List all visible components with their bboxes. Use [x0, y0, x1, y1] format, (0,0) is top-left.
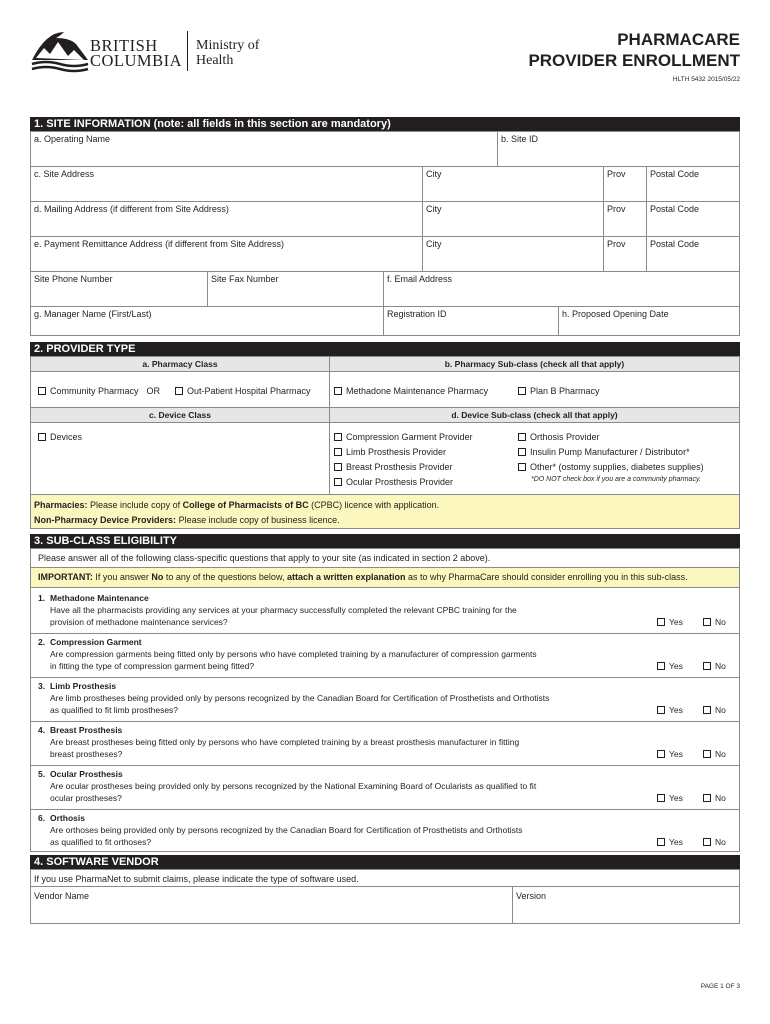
question-title: Ocular Prosthesis	[50, 769, 123, 779]
form-number: HLTH 5432 2015/05/22	[672, 76, 740, 83]
yes-label: Yes	[669, 793, 683, 803]
version-field[interactable]: Version	[516, 891, 547, 901]
important-no: No	[151, 572, 164, 582]
breast-provider-checkbox[interactable]	[334, 463, 342, 471]
ministry-line2: Health	[196, 53, 234, 68]
question-text-line1: Are ocular prostheses being provided only by persons recognized by the National Examining Board of Ocularists as qualified to fit	[50, 781, 537, 791]
yes-checkbox[interactable]	[657, 838, 665, 846]
manager-name-field[interactable]: g. Manager Name (First/Last)	[34, 309, 152, 319]
question-text-line1: Are breast prostheses being fitted only by persons who have completed training by a breast prosthesis manufacturer in fitting	[50, 737, 520, 747]
device-providers-note-text: Please include copy of business licence.	[176, 515, 340, 525]
pharmacies-note	[34, 500, 439, 510]
yes-option[interactable]	[657, 617, 683, 627]
bc-gov-logo	[30, 30, 275, 74]
important-a: If you answer	[92, 572, 152, 582]
mailing-address-field[interactable]: d. Mailing Address (if different from Site Address)	[34, 204, 229, 214]
plan-b-label: Plan B Pharmacy	[530, 386, 600, 396]
yes-checkbox[interactable]	[657, 618, 665, 626]
yes-label: Yes	[669, 661, 683, 671]
device-providers-note	[34, 515, 340, 525]
question-number: 6.	[38, 813, 46, 823]
methadone-checkbox[interactable]	[334, 387, 342, 395]
ocular-provider-checkbox[interactable]	[334, 478, 342, 486]
orthosis-provider-option[interactable]	[518, 432, 600, 442]
or-label: OR	[146, 386, 161, 396]
pharmacies-note-cpbc: College of Pharmacists of BC	[182, 500, 309, 510]
question-text-line1: Are compression garments being fitted only by persons who have completed training by a manufacturer of compression garments	[50, 649, 537, 659]
question-text-line2: breast prostheses?	[50, 749, 123, 759]
form-title-line1: PHARMACARE	[617, 30, 740, 49]
logo-divider	[187, 31, 188, 71]
pharmacies-note-bold: Pharmacies:	[34, 500, 88, 510]
community-pharmacy-option[interactable]	[38, 386, 168, 396]
compression-provider-option[interactable]	[334, 432, 473, 442]
question-text-line1: Are limb prostheses being provided only by persons recognized by the Canadian Board for Certification of Prosthetists and Orthotists	[50, 693, 550, 703]
no-option[interactable]	[703, 793, 726, 803]
question-text-line2: as qualified to fit orthoses?	[50, 837, 152, 847]
site-prov-field[interactable]: Prov	[607, 169, 626, 179]
question-title: Orthosis	[50, 813, 85, 823]
community-pharmacy-label: Community Pharmacy	[50, 386, 139, 396]
breast-provider-label: Breast Prosthesis Provider	[346, 462, 453, 472]
operating-name-field[interactable]: a. Operating Name	[34, 134, 111, 144]
plan-b-option[interactable]	[518, 386, 600, 396]
question-text-line1: Are orthoses being provided only by persons recognized by the Canadian Board for Certification of Prosthetists and Orthotists	[50, 825, 523, 835]
logo-text-columbia: COLUMBIA	[90, 51, 183, 70]
question-number: 1.	[38, 593, 46, 603]
no-option[interactable]	[703, 617, 726, 627]
no-checkbox[interactable]	[703, 750, 711, 758]
section1-header: 1. SITE INFORMATION (note: all fields in this section are mandatory)	[30, 117, 740, 131]
registration-id-field[interactable]: Registration ID	[387, 309, 447, 319]
other-checkbox[interactable]	[518, 463, 526, 471]
question-number: 5.	[38, 769, 46, 779]
no-option[interactable]	[703, 661, 726, 671]
question-divider	[30, 633, 740, 634]
no-label: No	[715, 793, 726, 803]
yes-label: Yes	[669, 705, 683, 715]
mailing-city-field[interactable]: City	[426, 204, 442, 214]
device-providers-note-bold: Non-Pharmacy Device Providers:	[34, 515, 177, 525]
pharmacy-class-head: a. Pharmacy Class	[31, 357, 329, 371]
yes-option[interactable]	[657, 837, 683, 847]
limb-provider-checkbox[interactable]	[334, 448, 342, 456]
question-divider	[30, 677, 740, 678]
other-label: Other* (ostomy supplies, diabetes supplies)	[530, 462, 704, 472]
insulin-pump-label: Insulin Pump Manufacturer / Distributor*	[530, 447, 690, 457]
vendor-name-field[interactable]: Vendor Name	[34, 891, 90, 901]
payment-prov-field[interactable]: Prov	[607, 239, 626, 249]
site-postal-field[interactable]: Postal Code	[650, 169, 700, 179]
other-option[interactable]	[518, 462, 704, 472]
yes-label: Yes	[669, 617, 683, 627]
mailing-postal-field[interactable]: Postal Code	[650, 204, 700, 214]
important-bold: IMPORTANT:	[38, 572, 93, 582]
compression-provider-label: Compression Garment Provider	[346, 432, 473, 442]
pharmacies-note-a: Please include copy of	[87, 500, 183, 510]
outpatient-pharmacy-option[interactable]	[175, 386, 311, 396]
methadone-option[interactable]	[334, 386, 488, 396]
no-label: No	[715, 617, 726, 627]
payment-postal-field[interactable]: Postal Code	[650, 239, 700, 249]
question-title: Limb Prosthesis	[50, 681, 117, 691]
yes-checkbox[interactable]	[657, 706, 665, 714]
yes-option[interactable]	[657, 749, 683, 759]
logo-text-british: BRITISH	[90, 36, 158, 55]
no-option[interactable]	[703, 837, 726, 847]
question-divider	[30, 809, 740, 810]
outpatient-pharmacy-label: Out-Patient Hospital Pharmacy	[187, 386, 311, 396]
methadone-label: Methadone Maintenance Pharmacy	[346, 386, 489, 396]
important-attach: attach a written explanation	[286, 572, 406, 582]
payment-city-field[interactable]: City	[426, 239, 442, 249]
question-divider	[30, 721, 740, 722]
question-title: Compression Garment	[50, 637, 142, 647]
no-checkbox[interactable]	[703, 794, 711, 802]
email-field[interactable]: f. Email Address	[387, 274, 453, 284]
section4-header: 4. SOFTWARE VENDOR	[30, 855, 740, 869]
no-label: No	[715, 837, 726, 847]
plan-b-checkbox[interactable]	[518, 387, 526, 395]
question-divider	[30, 765, 740, 766]
outpatient-pharmacy-checkbox[interactable]	[175, 387, 183, 395]
yes-checkbox[interactable]	[657, 750, 665, 758]
limb-provider-label: Limb Prosthesis Provider	[346, 447, 447, 457]
no-label: No	[715, 661, 726, 671]
opening-date-field[interactable]: h. Proposed Opening Date	[562, 309, 669, 319]
site-address-field[interactable]: c. Site Address	[34, 169, 95, 179]
pharmacies-note-b: (CPBC) licence with application.	[308, 500, 440, 510]
question-text-line2: provision of methadone maintenance services?	[50, 617, 228, 627]
no-checkbox[interactable]	[703, 706, 711, 714]
no-label: No	[715, 749, 726, 759]
ocular-provider-option[interactable]	[334, 477, 453, 487]
important-note	[38, 572, 688, 582]
important-b: to any of the questions below,	[163, 572, 287, 582]
site-city-field[interactable]: City	[426, 169, 442, 179]
bc-sun-mountain-icon	[30, 30, 92, 74]
breast-provider-option[interactable]	[334, 462, 453, 472]
section4-intro: If you use PharmaNet to submit claims, please indicate the type of software used.	[34, 874, 359, 884]
community-pharmacy-checkbox[interactable]	[38, 387, 46, 395]
compression-provider-checkbox[interactable]	[334, 433, 342, 441]
no-checkbox[interactable]	[703, 662, 711, 670]
yes-option[interactable]	[657, 793, 683, 803]
question-number: 2.	[38, 637, 46, 647]
no-checkbox[interactable]	[703, 618, 711, 626]
question-number: 3.	[38, 681, 46, 691]
question-text-line2: in fitting the type of compression garment being fitted?	[50, 661, 255, 671]
no-label: No	[715, 705, 726, 715]
devices-checkbox[interactable]	[38, 433, 46, 441]
devices-label: Devices	[50, 432, 83, 442]
section2-header: 2. PROVIDER TYPE	[30, 342, 740, 356]
insulin-pump-option[interactable]	[518, 447, 690, 457]
section3-intro: Please answer all of the following class-specific questions that apply to your site (as indicated in section 2 above).	[38, 553, 491, 563]
question-text-line2: ocular prostheses?	[50, 793, 122, 803]
no-option[interactable]	[703, 705, 726, 715]
important-c: as to why PharmaCare should consider enrolling you in this sub-class.	[405, 572, 688, 582]
yes-option[interactable]	[657, 705, 683, 715]
question-title: Methadone Maintenance	[50, 593, 149, 603]
yes-label: Yes	[669, 749, 683, 759]
orthosis-provider-checkbox[interactable]	[518, 433, 526, 441]
no-option[interactable]	[703, 749, 726, 759]
insulin-pump-checkbox[interactable]	[518, 448, 526, 456]
site-fax-field[interactable]: Site Fax Number	[211, 274, 279, 284]
no-checkbox[interactable]	[703, 838, 711, 846]
ocular-provider-label: Ocular Prosthesis Provider	[346, 477, 454, 487]
question-text-line2: as qualified to fit limb prostheses?	[50, 705, 179, 715]
page-number: PAGE 1 OF 3	[700, 983, 740, 990]
form-title-line2: PROVIDER ENROLLMENT	[528, 51, 740, 70]
mailing-prov-field[interactable]: Prov	[607, 204, 626, 214]
device-subclass-head: d. Device Sub-class (check all that apply)	[330, 408, 739, 422]
pharmacy-subclass-head: b. Pharmacy Sub-class (check all that apply)	[330, 357, 739, 371]
device-class-head: c. Device Class	[31, 408, 329, 422]
devices-option[interactable]	[38, 432, 82, 442]
ministry-line1: Ministry of	[196, 38, 260, 53]
site-phone-field[interactable]: Site Phone Number	[34, 274, 113, 284]
yes-label: Yes	[669, 837, 683, 847]
question-title: Breast Prosthesis	[50, 725, 123, 735]
section3-header: 3. SUB-CLASS ELIGIBILITY	[30, 534, 740, 548]
other-note: *DO NOT check box if you are a community pharmacy.	[531, 476, 701, 483]
payment-address-field[interactable]: e. Payment Remittance Address (if different from Site Address)	[34, 239, 284, 249]
orthosis-provider-label: Orthosis Provider	[530, 432, 600, 442]
question-number: 4.	[38, 725, 46, 735]
yes-checkbox[interactable]	[657, 662, 665, 670]
question-text-line1: Have all the pharmacists providing any services at your pharmacy successfully completed the relevant CPBC training for the	[50, 605, 517, 615]
site-id-field[interactable]: b. Site ID	[501, 134, 539, 144]
yes-checkbox[interactable]	[657, 794, 665, 802]
yes-option[interactable]	[657, 661, 683, 671]
limb-provider-option[interactable]	[334, 447, 446, 457]
